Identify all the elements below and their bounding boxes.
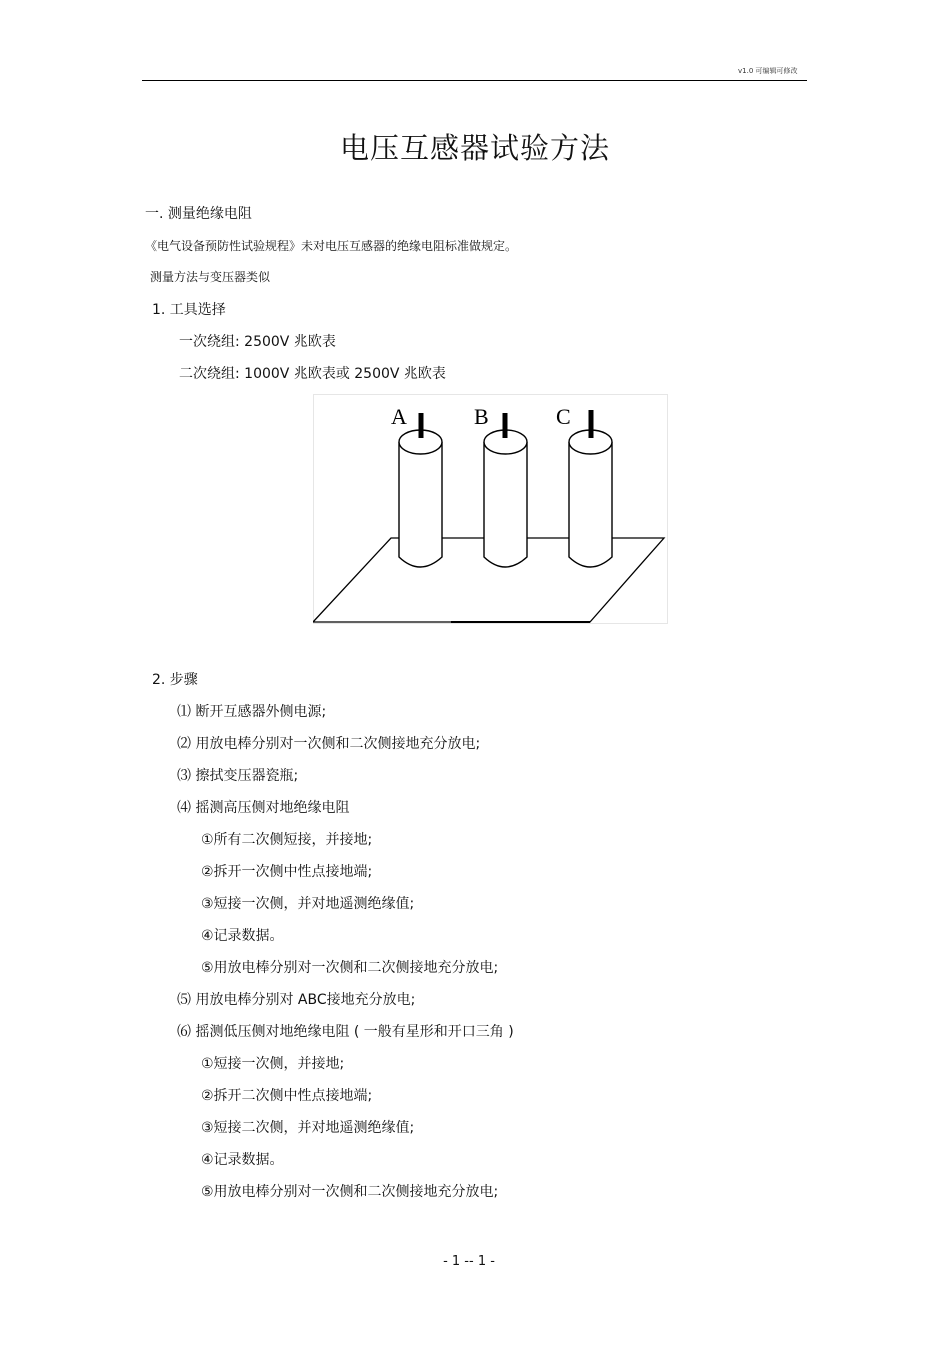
steps-heading: 2. 步骤 bbox=[152, 672, 198, 688]
insulator-a bbox=[399, 413, 442, 567]
step-4-item: ②拆开一次侧中性点接地端; bbox=[201, 864, 373, 880]
header-version: v1.0 可编辑可修改 bbox=[738, 67, 798, 75]
step-4-item: ④记录数据。 bbox=[201, 928, 284, 944]
step-4-item: ①所有二次侧短接，并接地; bbox=[201, 832, 373, 848]
transformer-insulators-figure bbox=[313, 394, 668, 624]
step-6-item: ③短接二次侧，并对地遥测绝缘值; bbox=[201, 1120, 415, 1136]
step-6-item: ④记录数据。 bbox=[201, 1152, 284, 1168]
intro-paragraph: 《电气设备预防性试验规程》未对电压互感器的绝缘电阻标准做规定。 bbox=[145, 239, 518, 253]
insulator-b bbox=[484, 413, 527, 567]
section-heading-insulation: 一. 测量绝缘电阻 bbox=[145, 206, 252, 222]
tool-secondary-winding: 二次绕组: 1000V 兆欧表或 2500V 兆欧表 bbox=[179, 366, 446, 382]
insulator-c bbox=[569, 410, 612, 567]
tool-primary-winding: 一次绕组: 2500V 兆欧表 bbox=[179, 334, 336, 350]
page-title: 电压互感器试验方法 bbox=[339, 131, 610, 165]
step-6: ⑹ 摇测低压侧对地绝缘电阻 ( 一般有星形和开口三角 ) bbox=[177, 1024, 514, 1040]
step-6-item: ⑤用放电棒分别对一次侧和二次侧接地充分放电; bbox=[201, 1184, 499, 1200]
method-note: 测量方法与变压器类似 bbox=[150, 270, 271, 284]
header-rule bbox=[142, 80, 807, 81]
label-c: C bbox=[556, 404, 571, 429]
step-4-item: ⑤用放电棒分别对一次侧和二次侧接地充分放电; bbox=[201, 960, 499, 976]
step-4-item: ③短接一次侧，并对地遥测绝缘值; bbox=[201, 896, 415, 912]
step-5: ⑸ 用放电棒分别对 ABC接地充分放电; bbox=[177, 992, 416, 1008]
step-6-item: ②拆开二次侧中性点接地端; bbox=[201, 1088, 373, 1104]
page-number: - 1 -- 1 - bbox=[443, 1254, 495, 1269]
step-4: ⑷ 摇测高压侧对地绝缘电阻 bbox=[177, 800, 350, 816]
step-1: ⑴ 断开互感器外侧电源; bbox=[177, 704, 327, 720]
label-a: A bbox=[391, 404, 407, 429]
label-b: B bbox=[474, 404, 489, 429]
step-3: ⑶ 擦拭变压器瓷瓶; bbox=[177, 768, 299, 784]
step-2: ⑵ 用放电棒分别对一次侧和二次侧接地充分放电; bbox=[177, 736, 481, 752]
tools-heading: 1. 工具选择 bbox=[152, 302, 226, 318]
step-6-item: ①短接一次侧，并接地; bbox=[201, 1056, 345, 1072]
